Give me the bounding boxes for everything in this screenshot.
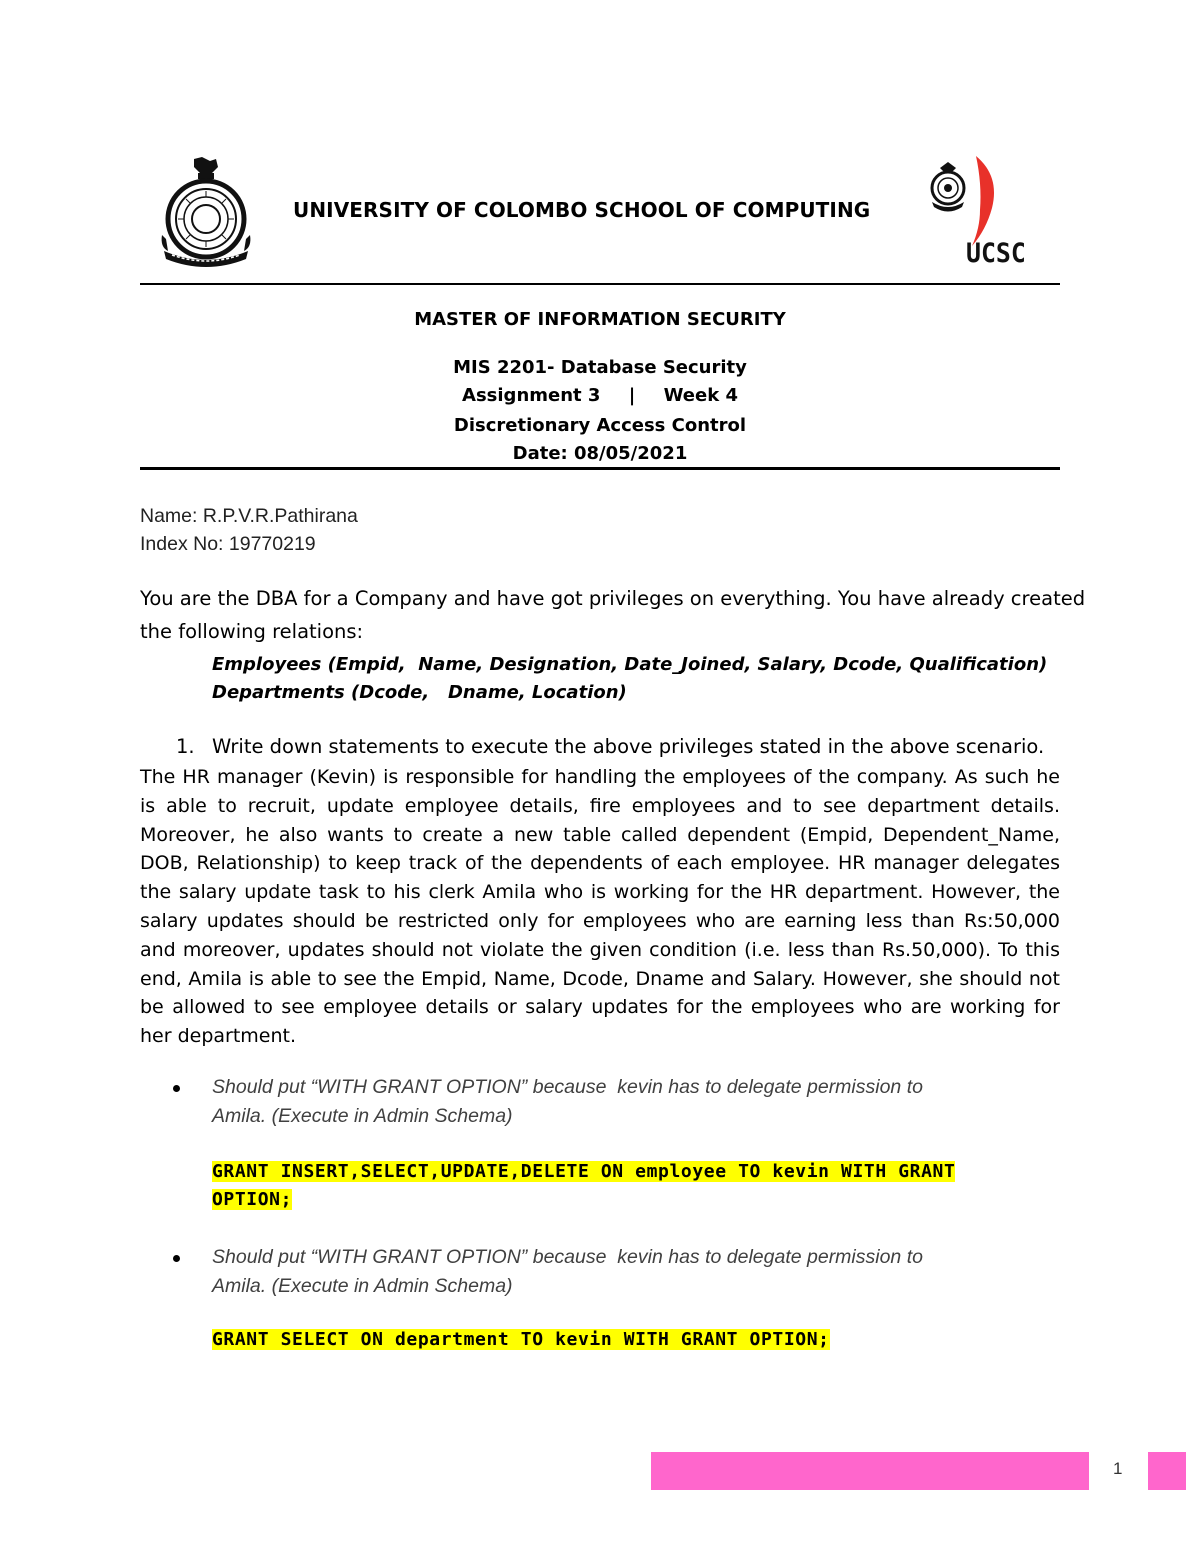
answer-1-note-line-1: Should put “WITH GRANT OPTION” because kevin has to delegate permission to	[212, 1076, 923, 1098]
answer-1-note-line-2: Amila. (Execute in Admin Schema)	[212, 1105, 513, 1127]
intro-line-2: the following relations:	[140, 620, 364, 643]
student-name: Name: R.P.V.R.Pathirana	[140, 505, 358, 527]
page-number: 1	[1113, 1459, 1123, 1478]
answer-2-code	[212, 1326, 830, 1354]
week-label: Week 4	[663, 385, 738, 406]
question-text: Write down statements to execute the above privileges stated in the above scenario.	[212, 735, 1045, 758]
title-divider	[140, 467, 1060, 470]
relation-departments: Departments (Dcode, Dname, Location)	[212, 682, 627, 703]
intro-line-1: You are the DBA for a Company and have got privileges on everything. You have already created	[140, 587, 1086, 610]
answer-1-code-line-1: GRANT INSERT,SELECT,UPDATE,DELETE ON employee TO kevin WITH GRANT	[212, 1161, 956, 1182]
student-index: Index No: 19770219	[140, 533, 316, 555]
scenario-paragraph: The HR manager (Kevin) is responsible for handling the employees of the company. As such he is able to recruit, update employee details, fire employees and to see department details. Moreover, he also wants to create a new table called dependent (Empid, Dependent_Name, DOB, Relationship) to keep track of the dependents of each employee. HR manager delegates the salary update task to his clerk Amila who is working for the HR department. However, the salary updates should be restricted only for employees who are earning less than Rs:50,000 and moreover, updates should not violate the given condition (i.e. less than Rs.50,000). To this end, Amila is able to see the Empid, Name, Dcode, Dname and Salary. However, she should not be allowed to see employee details or salary updates for the employees who are working for her department.	[140, 766, 1060, 1048]
programme-title: MASTER OF INFORMATION SECURITY	[414, 309, 786, 330]
ucsc-logo-text: UCSC	[966, 238, 1026, 269]
topic-title: Discretionary Access Control	[453, 415, 747, 436]
header-divider	[140, 283, 1060, 285]
university-crest-logo	[158, 155, 254, 270]
footer-accent-square	[1148, 1452, 1186, 1490]
answer-2-note-line-1: Should put “WITH GRANT OPTION” because kevin has to delegate permission to	[212, 1246, 923, 1268]
footer-accent-bar	[651, 1452, 1089, 1490]
answer-1-code	[212, 1158, 955, 1214]
answer-1-code-line-2: OPTION;	[212, 1189, 293, 1210]
assignment-week-line	[140, 385, 1060, 406]
answer-2-code-line-1: GRANT SELECT ON department TO kevin WITH GRANT OPTION;	[212, 1329, 830, 1350]
title-separator: |	[628, 385, 636, 406]
university-name: UNIVERSITY OF COLOMBO SCHOOL OF COMPUTING	[293, 198, 871, 222]
relation-employees: Employees (Empid, Name, Designation, Date_Joined, Salary, Dcode, Qualification)	[212, 654, 1048, 675]
bullet-2	[173, 1255, 180, 1262]
course-title: MIS 2201- Database Security	[453, 357, 747, 378]
bullet-1	[173, 1085, 180, 1092]
assignment-label: Assignment 3	[462, 385, 601, 406]
answer-2-note-line-2: Amila. (Execute in Admin Schema)	[212, 1275, 513, 1297]
question-number: 1.	[176, 735, 195, 758]
assignment-date: Date: 08/05/2021	[512, 443, 688, 464]
